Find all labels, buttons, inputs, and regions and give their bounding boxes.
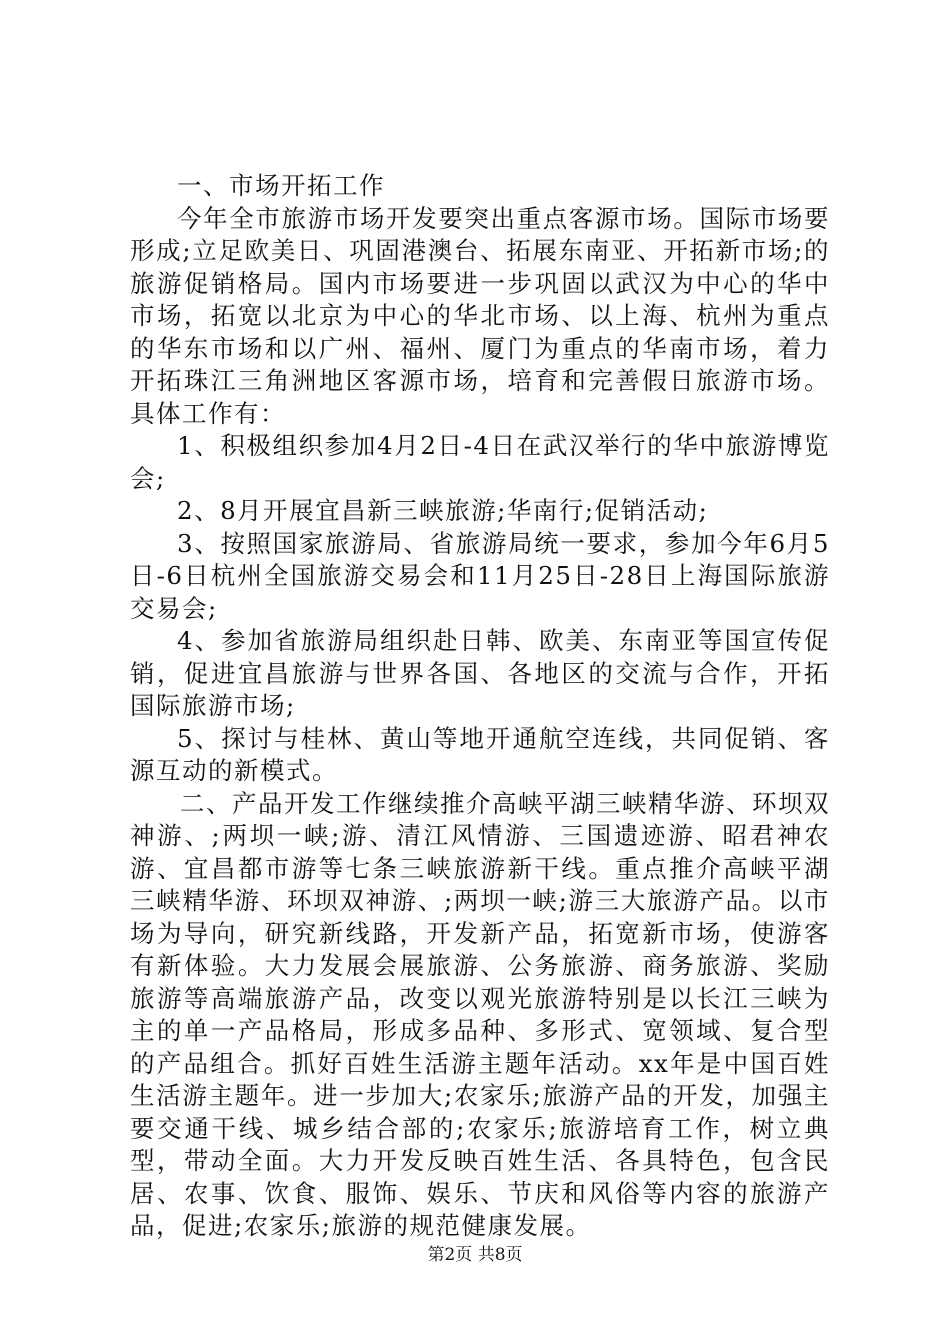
list-item-2: 2、8月开展宜昌新三峡旅游;华南行;促销活动;	[177, 496, 709, 525]
paragraph-product-development: 二、产品开发工作继续推介高峡平湖三峡精华游、环坝双神游、;两坝一峡;游、清江风情游、三国遗迹游、昭君神农游、宜昌都市游等七条三峡旅游新干线。重点推介高峡平湖三峡精华游、环坝双神游、;两坝一峡;游三大旅游产品。以市场为导向，研究新线路，开发新产品，拓宽新市场，使游客有新体验。大力发展会展旅游、公务旅游、商务旅游、奖励旅游等高端旅游产品，改变以观光旅游特别是以长江三峡为主的单一产品格局，形成多品种、多形式、宽领域、复合型的产品组合。抓好百姓生活游主题年活动。xx年是中国百姓生活游主题年。进一步加大;农家乐;旅游产品的开发，加强主要交通干线、城乡结合部的;农家乐;旅游培育工作，树立典型，带动全面。大力开发反映百姓生活、各具特色，包含民居、农事、饮食、服饰、娱乐、节庆和风俗等内容的旅游产品，促进;农家乐;旅游的规范健康发展。	[130, 788, 830, 1240]
section-heading-market: 一、市场开拓工作	[177, 171, 385, 200]
document-body	[130, 170, 830, 1243]
list-item-3: 3、按照国家旅游局、省旅游局统一要求，参加今年6月5日-6日杭州全国旅游交易会和11月25日-28日上海国际旅游交易会;	[130, 528, 830, 623]
paragraph-market-overview: 今年全市旅游市场开发要突出重点客源市场。国际市场要形成;立足欧美日、巩固港澳台、拓展东南亚、开拓新市场;的旅游促销格局。国内市场要进一步巩固以武汉为中心的华中市场，拓宽以北京为中心的华北市场、以上海、杭州为重点的华东市场和以广州、福州、厦门为重点的华南市场，着力开拓珠江三角洲地区客源市场，培育和完善假日旅游市场。具体工作有：	[130, 203, 830, 428]
list-item-5: 5、探讨与桂林、黄山等地开通航空连线，共同促销、客源互动的新模式。	[130, 723, 830, 785]
page-number-footer: 第2页 共8页	[427, 1245, 523, 1265]
list-item-1: 1、积极组织参加4月2日-4日在武汉举行的华中旅游博览会;	[130, 431, 830, 493]
list-item-4: 4、参加省旅游局组织赴日韩、欧美、东南亚等国宣传促销，促进宜昌旅游与世界各国、各地区的交流与合作，开拓国际旅游市场;	[130, 626, 830, 720]
